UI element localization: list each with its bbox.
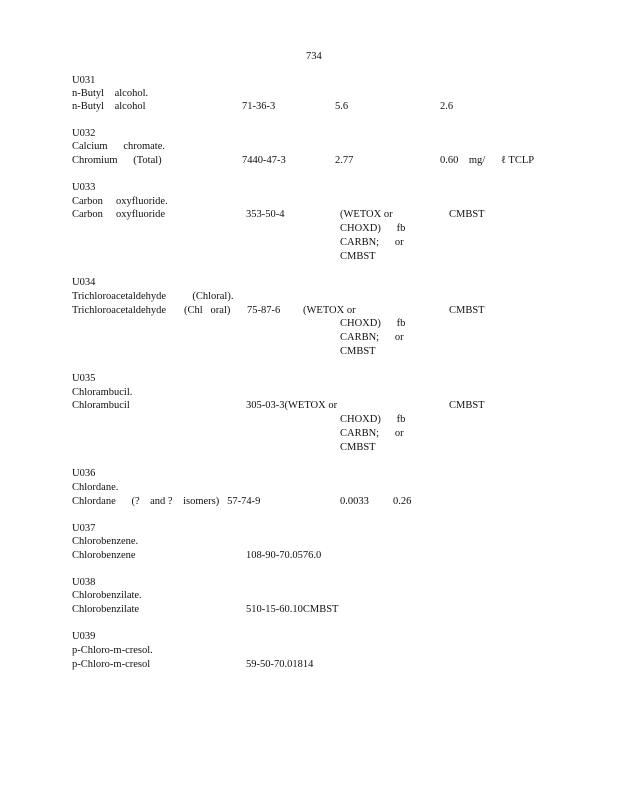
- wastewater-standard-line: CARBN; or: [340, 332, 404, 343]
- cas-and-wastewater-standard: 305-03-3(WETOX or: [246, 400, 338, 411]
- waste-name: Chlordane.: [72, 482, 119, 493]
- nonwastewater-standard: 0.60 mg/ ℓ TCLP: [440, 155, 535, 166]
- waste-code: U036: [72, 468, 96, 479]
- cas-number: 71-36-3: [242, 101, 276, 112]
- waste-name: n-Butyl alcohol.: [72, 88, 149, 99]
- constituent-name: p-Chloro-m-cresol: [72, 659, 151, 670]
- nonwastewater-standard: 2.6: [440, 101, 454, 112]
- wastewater-standard: 0.0033: [340, 496, 369, 507]
- wastewater-standard-line: CMBST: [340, 346, 376, 357]
- cas-and-standards: 59-50-70.01814: [246, 659, 314, 670]
- waste-name: p-Chloro-m-cresol.: [72, 645, 153, 656]
- wastewater-standard-line: CARBN; or: [340, 237, 404, 248]
- cas-number: 75-87-6: [247, 305, 281, 316]
- waste-code: U038: [72, 577, 96, 588]
- waste-name: Chlorobenzene.: [72, 536, 139, 547]
- waste-code: U039: [72, 631, 96, 642]
- nonwastewater-standard: CMBST: [449, 305, 485, 316]
- constituent-name: Chlorambucil: [72, 400, 130, 411]
- constituent-name: Chlorobenzene: [72, 550, 136, 561]
- constituent-synonym: (Chl oral): [184, 305, 231, 316]
- constituent-name: n-Butyl alcohol: [72, 101, 146, 112]
- nonwastewater-standard: CMBST: [449, 209, 485, 220]
- page-number: 734: [306, 51, 322, 62]
- wastewater-standard: 5.6: [335, 101, 349, 112]
- waste-name: Chlorobenzilate.: [72, 590, 142, 601]
- nonwastewater-standard: CMBST: [449, 400, 485, 411]
- nonwastewater-standard: 0.26: [393, 496, 412, 507]
- waste-code: U034: [72, 277, 96, 288]
- wastewater-standard-line: CARBN; or: [340, 428, 404, 439]
- wastewater-standard-line: CHOXD) fb: [340, 318, 406, 329]
- cas-number: 7440-47-3: [242, 155, 286, 166]
- waste-code: U037: [72, 523, 96, 534]
- waste-code: U035: [72, 373, 96, 384]
- constituent-name: Trichloroacetaldehyde: [72, 305, 167, 316]
- wastewater-standard-line: CMBST: [340, 251, 376, 262]
- waste-code: U033: [72, 182, 96, 193]
- waste-name: Carbon oxyfluoride.: [72, 196, 168, 207]
- wastewater-standard-line: CMBST: [340, 442, 376, 453]
- wastewater-standard-line: CHOXD) fb: [340, 414, 406, 425]
- constituent-name-with-cas: Chlordane (? and ? isomers) 57-74-9: [72, 496, 261, 507]
- cas-and-standards: 108-90-70.0576.0: [246, 550, 322, 561]
- waste-code: U032: [72, 128, 96, 139]
- constituent-name: Chlorobenzilate: [72, 604, 140, 615]
- wastewater-standard-line: (WETOX or: [303, 305, 356, 316]
- constituent-name: Chromium (Total): [72, 155, 162, 166]
- wastewater-standard-line: CHOXD) fb: [340, 223, 406, 234]
- wastewater-standard: 2.77: [335, 155, 354, 166]
- waste-name: Chlorambucil.: [72, 387, 133, 398]
- waste-code: U031: [72, 75, 96, 86]
- wastewater-standard-line: (WETOX or: [340, 209, 393, 220]
- cas-number: 353-50-4: [246, 209, 285, 220]
- cas-and-standards: 510-15-60.10CMBST: [246, 604, 339, 615]
- waste-name: Calcium chromate.: [72, 141, 166, 152]
- waste-name: Trichloroacetaldehyde (Chloral).: [72, 291, 234, 302]
- constituent-name: Carbon oxyfluoride: [72, 209, 166, 220]
